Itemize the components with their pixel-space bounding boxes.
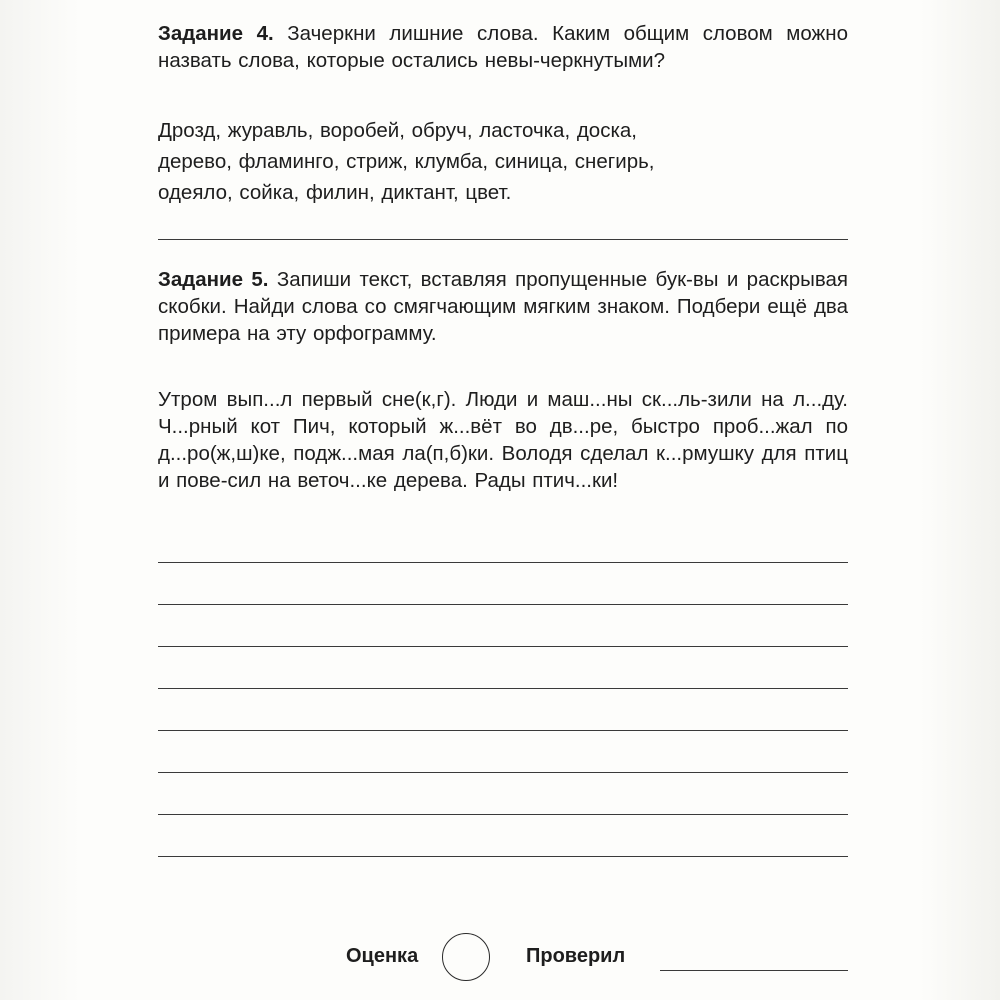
checked-by-signature-line[interactable] bbox=[660, 970, 848, 971]
answer-line[interactable] bbox=[158, 856, 848, 857]
task4-instructions bbox=[158, 20, 848, 74]
task5-text: Запиши текст, вставляя пропущенные бук-вы и раскрывая скобки. Найди слова со смягчающим мягким знаком. Подбери ещё два примера на эту орфограмму. bbox=[158, 268, 848, 345]
task4-word-line: Дрозд, журавль, воробей, обруч, ласточка, доска, bbox=[158, 119, 637, 142]
answer-line[interactable] bbox=[158, 772, 848, 773]
task4-word-line: одеяло, сойка, филин, диктант, цвет. bbox=[158, 181, 512, 204]
grade-circle[interactable] bbox=[442, 933, 490, 981]
answer-line[interactable] bbox=[158, 604, 848, 605]
task4-answer-line[interactable] bbox=[158, 239, 848, 240]
task5-title: Задание 5. bbox=[158, 268, 269, 291]
grade-label: Оценка bbox=[346, 945, 419, 967]
answer-line[interactable] bbox=[158, 562, 848, 563]
checked-by-label: Проверил bbox=[526, 945, 626, 967]
task5-instructions bbox=[158, 266, 848, 347]
answer-line[interactable] bbox=[158, 814, 848, 815]
answer-line[interactable] bbox=[158, 730, 848, 731]
task4-text: Зачеркни лишние слова. Каким общим словом можно назвать слова, которые остались невы-черкнутыми? bbox=[158, 22, 848, 72]
task4-title: Задание 4. bbox=[158, 22, 274, 45]
answer-line[interactable] bbox=[158, 646, 848, 647]
answer-line[interactable] bbox=[158, 688, 848, 689]
task4-word-list bbox=[158, 115, 848, 208]
task4-word-line: дерево, фламинго, стриж, клумба, синица, снегирь, bbox=[158, 150, 655, 173]
task5-dictation-text: Утром вып...л первый сне(к,г). Люди и маш...ны ск...ль-зили на л...ду. Ч...рный кот Пич, который ж...вёт во дв...ре, быстро проб...жал по д...ро(ж,ш)ке, подж...мая ла(п,б)ки. Володя сделал к...рмушку для птиц и пове-сил на веточ...ке дерева. Рады птич...ки! bbox=[158, 388, 848, 492]
